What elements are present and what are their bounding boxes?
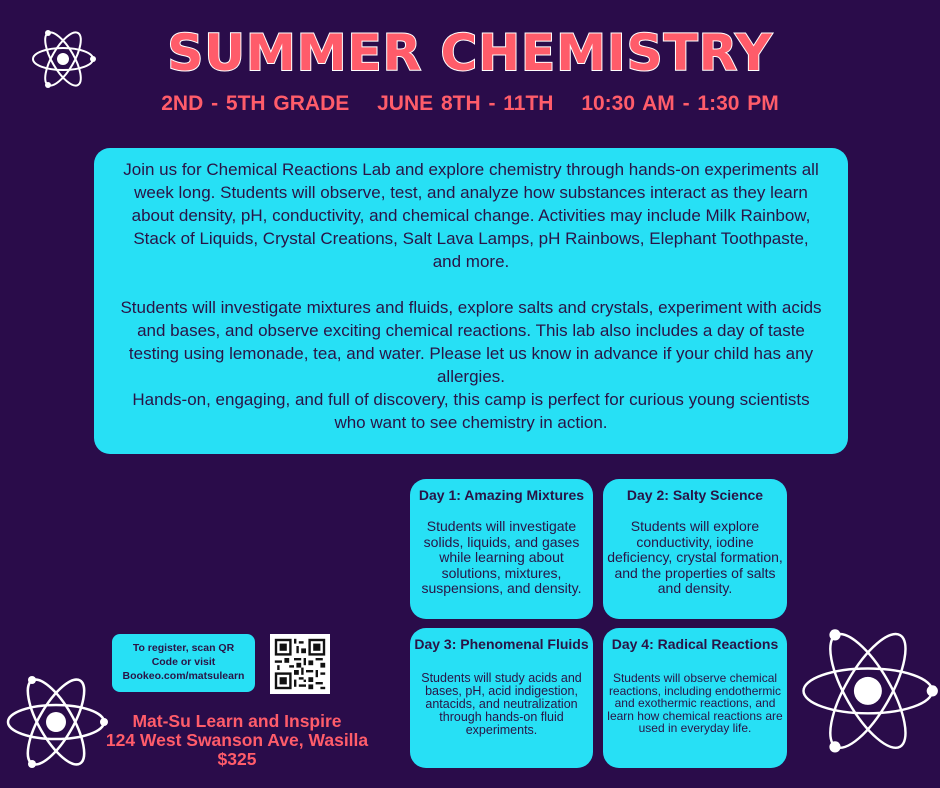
- day-card-title: Day 1: Amazing Mixtures: [418, 487, 585, 503]
- address: 124 West Swanson Ave, Wasilla: [105, 730, 369, 750]
- price: $325: [217, 749, 257, 769]
- description-paragraph-1: Join us for Chemical Reactions Lab and explore chemistry through hands-on experiments all week long. Students will observe, test, and analyze how substances interact as they learn about density, pH, conductivity, and chemical change. Activities may include Milk Rainbow, Stack of Liquids, Crystal Creations, Salt Lava Lamps, pH Rainbows, Elephant Toothpaste, and more.: [123, 160, 819, 271]
- day-card-title: Day 2: Salty Science: [626, 487, 764, 503]
- register-line-2: Code or visit: [151, 656, 216, 668]
- description-box: [94, 148, 848, 454]
- registration-box: [112, 634, 255, 692]
- description-paragraph-2: Students will investigate mixtures and fluids, explore salts and crystals, experiment with acids and bases, and observe exciting chemical reactions. This lab also includes a day of taste testing using lemonade, tea, and water. Please let us know in advance if your child has any allergies.: [120, 298, 822, 386]
- day-card-title: Day 4: Radical Reactions: [611, 636, 779, 652]
- event-details: [0, 92, 940, 116]
- register-link[interactable]: Bookeo.com/matsulearn: [122, 670, 245, 682]
- day-card-text: Students will study acids and bases, pH, acid indigestion, antacids, and neutralization through hands-on fluid experiments.: [421, 671, 582, 737]
- footer-info: [96, 712, 378, 769]
- day-card-text: Students will observe chemical reactions, including endothermic and exothermic reactions, and learn how chemical reactions are used in everyday life.: [607, 671, 783, 735]
- register-line-1: To register, scan QR: [132, 642, 235, 654]
- day-card-text: Students will explore conductivity, iodine deficiency, crystal formation, and the properties of salts and density.: [607, 518, 783, 597]
- time-range: 10:30 AM - 1:30 PM: [581, 92, 779, 115]
- day-card-title: Day 3: Phenomenal Fluids: [414, 636, 589, 652]
- day-card-4: [603, 628, 787, 768]
- day-card-1: [410, 479, 593, 619]
- qr-code[interactable]: [270, 634, 330, 694]
- event-title: SUMMER CHEMISTRY: [167, 24, 773, 82]
- organization-name: Mat-Su Learn and Inspire: [132, 711, 342, 731]
- day-card-2: [603, 479, 787, 619]
- atom-icon-bottom-left: [4, 670, 108, 774]
- atom-icon-bottom-right: [800, 598, 940, 788]
- description-paragraph-3: Hands-on, engaging, and full of discovery, this camp is perfect for curious young scientists who want to see chemistry in action.: [132, 390, 810, 432]
- date-range: JUNE 8TH - 11TH: [377, 92, 554, 115]
- day-card-text: Students will investigate solids, liquids, and gases while learning about solutions, mixtures, suspensions, and density.: [421, 518, 582, 597]
- day-card-3: [410, 628, 593, 768]
- grade-range: 2ND - 5TH GRADE: [161, 92, 350, 115]
